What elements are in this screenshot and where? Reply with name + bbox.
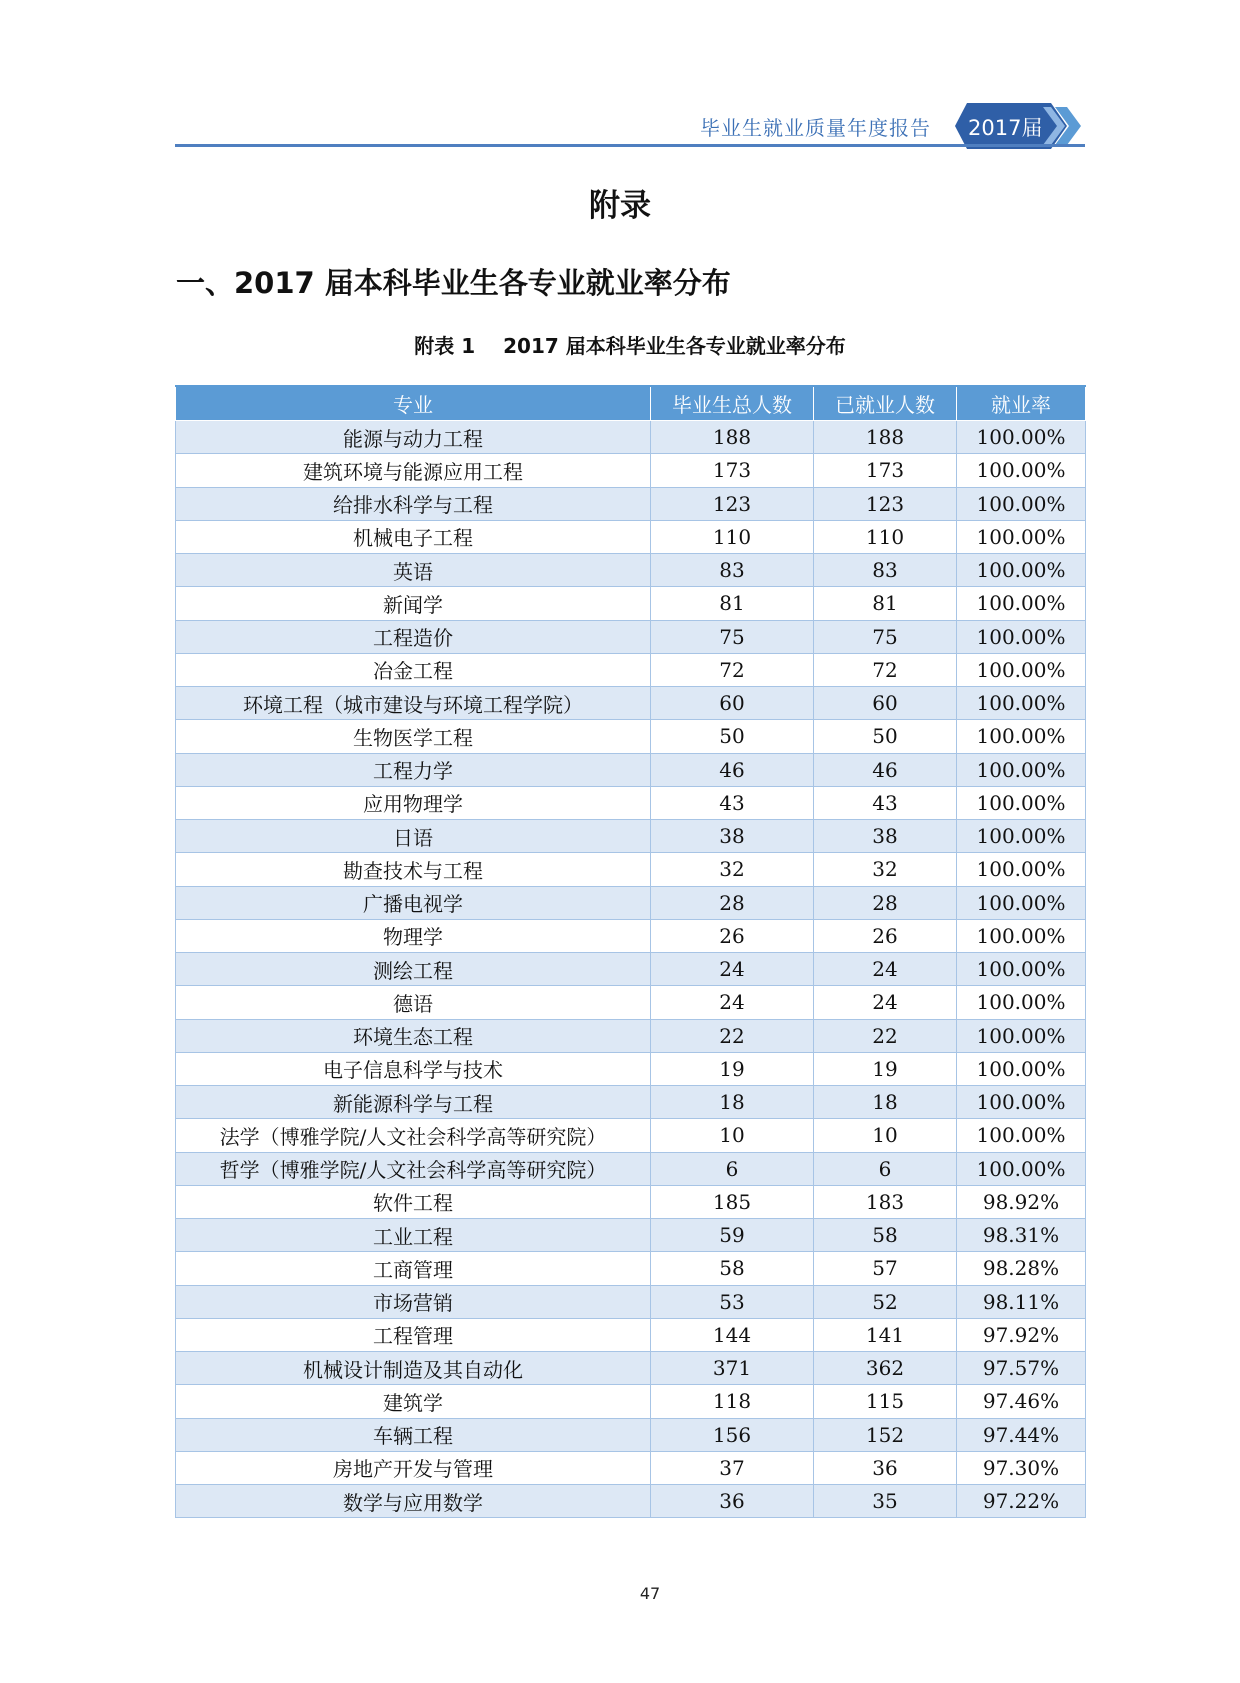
cell-employed: 52 [814,1285,957,1318]
cell-total-graduates: 53 [651,1285,814,1318]
cell-employed: 46 [814,753,957,786]
table-row [176,820,1086,853]
cell-employed: 50 [814,720,957,753]
table-row [176,421,1086,454]
cell-major: 给排水科学与工程 [176,487,651,520]
table-row [176,520,1086,553]
table-row [176,1119,1086,1152]
table-row [176,1019,1086,1052]
cell-major: 建筑学 [176,1385,651,1418]
cell-employed: 141 [814,1318,957,1351]
cell-major: 英语 [176,554,651,587]
table-header-row [176,386,1086,421]
cell-major: 机械设计制造及其自动化 [176,1352,651,1385]
cell-employed: 152 [814,1418,957,1451]
cell-employment-rate: 100.00% [957,786,1086,819]
cell-major: 新能源科学与工程 [176,1086,651,1119]
cell-major: 车辆工程 [176,1418,651,1451]
table-row [176,786,1086,819]
table-row [176,1185,1086,1218]
cell-major: 软件工程 [176,1185,651,1218]
cell-major: 应用物理学 [176,786,651,819]
cell-major: 勘查技术与工程 [176,853,651,886]
cell-employment-rate: 100.00% [957,1086,1086,1119]
table-row [176,454,1086,487]
cell-major: 日语 [176,820,651,853]
cell-total-graduates: 10 [651,1119,814,1152]
table-row [176,1052,1086,1085]
cell-major: 房地产开发与管理 [176,1451,651,1484]
table-row [176,1418,1086,1451]
table-row [176,953,1086,986]
cell-employment-rate: 100.00% [957,1019,1086,1052]
cell-major: 生物医学工程 [176,720,651,753]
table-row [176,1152,1086,1185]
cell-employment-rate: 97.57% [957,1352,1086,1385]
cell-employed: 110 [814,520,957,553]
cell-total-graduates: 72 [651,653,814,686]
table-row [176,1285,1086,1318]
cell-total-graduates: 38 [651,820,814,853]
cell-major: 建筑环境与能源应用工程 [176,454,651,487]
cell-major: 能源与动力工程 [176,421,651,454]
cell-major: 工业工程 [176,1219,651,1252]
cell-employment-rate: 100.00% [957,886,1086,919]
table-caption [0,330,1240,359]
cell-employed: 6 [814,1152,957,1185]
table-row [176,554,1086,587]
cell-employment-rate: 97.44% [957,1418,1086,1451]
cell-employment-rate: 100.00% [957,1119,1086,1152]
cell-employed: 32 [814,853,957,886]
cell-total-graduates: 19 [651,1052,814,1085]
table-row [176,1451,1086,1484]
table-row [176,753,1086,786]
year-badge-text: 2017届 [968,116,1043,140]
cell-employment-rate: 100.00% [957,1152,1086,1185]
cell-total-graduates: 46 [651,753,814,786]
cell-total-graduates: 6 [651,1152,814,1185]
cell-employed: 81 [814,587,957,620]
cell-employed: 188 [814,421,957,454]
cell-total-graduates: 144 [651,1318,814,1351]
column-header-employed: 已就业人数 [814,386,957,421]
cell-total-graduates: 22 [651,1019,814,1052]
table-caption-label: 附表 1 [414,334,476,358]
table-row [176,653,1086,686]
column-header-employment-rate: 就业率 [957,386,1086,421]
cell-major: 机械电子工程 [176,520,651,553]
cell-total-graduates: 371 [651,1352,814,1385]
cell-major: 市场营销 [176,1285,651,1318]
cell-employment-rate: 100.00% [957,820,1086,853]
cell-major: 工程造价 [176,620,651,653]
cell-total-graduates: 59 [651,1219,814,1252]
table-row [176,687,1086,720]
cell-employment-rate: 97.22% [957,1485,1086,1518]
cell-employment-rate: 100.00% [957,653,1086,686]
cell-employed: 43 [814,786,957,819]
table-row [176,1252,1086,1285]
cell-major: 冶金工程 [176,653,651,686]
cell-employment-rate: 100.00% [957,986,1086,1019]
table-row [176,1485,1086,1518]
cell-employed: 24 [814,953,957,986]
cell-employed: 83 [814,554,957,587]
page-number: 47 [639,1584,661,1603]
table-row [176,1219,1086,1252]
table-row [176,886,1086,919]
cell-total-graduates: 173 [651,454,814,487]
cell-employed: 38 [814,820,957,853]
cell-major: 测绘工程 [176,953,651,986]
table-row [176,986,1086,1019]
cell-major: 物理学 [176,919,651,952]
cell-employed: 26 [814,919,957,952]
cell-employed: 19 [814,1052,957,1085]
cell-employment-rate: 98.31% [957,1219,1086,1252]
cell-employed: 183 [814,1185,957,1218]
cell-major: 法学（博雅学院/人文社会科学高等研究院） [176,1119,651,1152]
cell-major: 工商管理 [176,1252,651,1285]
cell-total-graduates: 110 [651,520,814,553]
cell-major: 工程管理 [176,1318,651,1351]
cell-total-graduates: 26 [651,919,814,952]
cell-employment-rate: 100.00% [957,520,1086,553]
cell-employed: 75 [814,620,957,653]
cell-employed: 18 [814,1086,957,1119]
cell-major: 电子信息科学与技术 [176,1052,651,1085]
cell-total-graduates: 28 [651,886,814,919]
cell-total-graduates: 123 [651,487,814,520]
cell-employment-rate: 97.46% [957,1385,1086,1418]
column-header-total-graduates: 毕业生总人数 [651,386,814,421]
cell-major: 德语 [176,986,651,1019]
cell-total-graduates: 37 [651,1451,814,1484]
cell-employed: 72 [814,653,957,686]
cell-employment-rate: 100.00% [957,853,1086,886]
page-title: 附录 [589,188,651,224]
cell-employment-rate: 100.00% [957,720,1086,753]
table-row [176,587,1086,620]
cell-employment-rate: 98.28% [957,1252,1086,1285]
cell-employment-rate: 100.00% [957,687,1086,720]
table-row [176,1352,1086,1385]
cell-employed: 362 [814,1352,957,1385]
cell-major: 数学与应用数学 [176,1485,651,1518]
cell-employment-rate: 100.00% [957,753,1086,786]
header-rule [175,144,1085,147]
cell-total-graduates: 75 [651,620,814,653]
cell-major: 环境生态工程 [176,1019,651,1052]
cell-employment-rate: 97.92% [957,1318,1086,1351]
cell-major: 广播电视学 [176,886,651,919]
table-caption-text: 2017 届本科毕业生各专业就业率分布 [503,334,846,358]
table-row [176,620,1086,653]
cell-employment-rate: 100.00% [957,487,1086,520]
cell-employment-rate: 100.00% [957,919,1086,952]
cell-employment-rate: 98.11% [957,1285,1086,1318]
cell-employment-rate: 100.00% [957,454,1086,487]
cell-total-graduates: 156 [651,1418,814,1451]
cell-employed: 24 [814,986,957,1019]
table-row [176,919,1086,952]
cell-total-graduates: 58 [651,1252,814,1285]
cell-total-graduates: 50 [651,720,814,753]
cell-employed: 60 [814,687,957,720]
cell-total-graduates: 185 [651,1185,814,1218]
table-row [176,1086,1086,1119]
cell-employed: 115 [814,1385,957,1418]
cell-major: 工程力学 [176,753,651,786]
cell-employed: 35 [814,1485,957,1518]
cell-total-graduates: 81 [651,587,814,620]
cell-total-graduates: 83 [651,554,814,587]
cell-major: 新闻学 [176,587,651,620]
cell-employed: 173 [814,454,957,487]
cell-employed: 123 [814,487,957,520]
cell-employed: 58 [814,1219,957,1252]
cell-employment-rate: 100.00% [957,1052,1086,1085]
cell-employment-rate: 100.00% [957,587,1086,620]
table-row [176,1385,1086,1418]
cell-total-graduates: 24 [651,986,814,1019]
cell-total-graduates: 43 [651,786,814,819]
cell-employed: 28 [814,886,957,919]
cell-employment-rate: 100.00% [957,554,1086,587]
cell-total-graduates: 18 [651,1086,814,1119]
cell-employed: 22 [814,1019,957,1052]
cell-employment-rate: 97.30% [957,1451,1086,1484]
column-header-major: 专业 [176,386,651,421]
cell-total-graduates: 36 [651,1485,814,1518]
cell-total-graduates: 188 [651,421,814,454]
cell-total-graduates: 24 [651,953,814,986]
cell-total-graduates: 32 [651,853,814,886]
employment-rate-table [175,385,1086,1518]
cell-major: 环境工程（城市建设与环境工程学院） [176,687,651,720]
table-row [176,720,1086,753]
cell-employment-rate: 100.00% [957,953,1086,986]
cell-total-graduates: 118 [651,1385,814,1418]
cell-employment-rate: 100.00% [957,421,1086,454]
table-row [176,487,1086,520]
table-row [176,1318,1086,1351]
report-title: 毕业生就业质量年度报告 [700,116,931,140]
cell-total-graduates: 60 [651,687,814,720]
cell-employment-rate: 98.92% [957,1185,1086,1218]
section-title: 一、2017 届本科毕业生各专业就业率分布 [176,266,731,300]
cell-employed: 10 [814,1119,957,1152]
table-row [176,853,1086,886]
cell-employed: 36 [814,1451,957,1484]
cell-employment-rate: 100.00% [957,620,1086,653]
cell-employed: 57 [814,1252,957,1285]
cell-major: 哲学（博雅学院/人文社会科学高等研究院） [176,1152,651,1185]
